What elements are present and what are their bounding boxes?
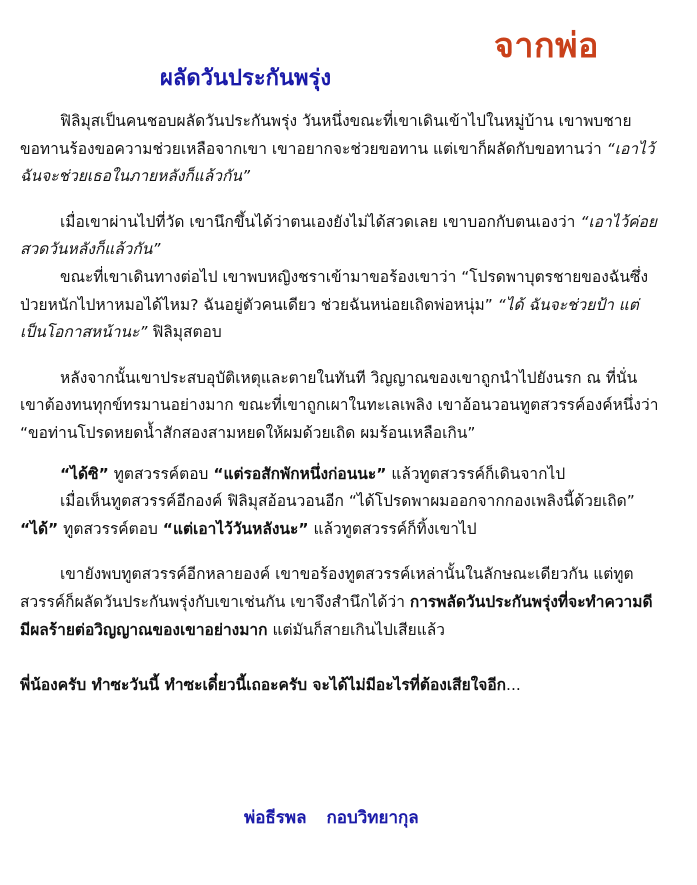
paragraph-5-bold-1: “ได้ซิ” [60, 464, 109, 483]
paragraph-3-quote: “ได้ ฉันจะช่วยป้า แต่เป็นโอกาสหน้านะ” [20, 295, 639, 342]
paragraph-7 [20, 516, 660, 544]
author-signature: พ่อธีรพล กอบวิทยากุล [244, 808, 419, 828]
paragraph-6-text: เมื่อเห็นทูตสวรรค์อีกองค์ ฟิลิมุสอ้อนวอนอีก “ได้โปรดพาผมออกจากกองเพลิงนี้ด้วยเถิด” [60, 492, 635, 511]
paragraph-1-text: ฟิลิมุสเป็นคนชอบผลัดวันประกันพรุ่ง วันหนึ่งขณะที่เขาเดินเข้าไปในหมู่บ้าน เขาพบชายขอทานร้องขอความช่วยเหลือจากเขา เขาอยากจะช่วยขอทาน แต่เขาก็ผลัดกับขอทานว่า [20, 112, 632, 158]
paragraph-7-bold-1: “ได้” [20, 519, 59, 538]
story-title: ผลัดวันประกันพรุ่ง [160, 66, 332, 91]
paragraph-4 [20, 365, 660, 448]
paragraph-5-bold-2: “แต่รอสักพักหนึ่งก่อนนะ” [213, 464, 387, 483]
paragraph-8-bold: การพลัดวันประกันพรุ่งที่จะทำความดี มีผลร้ายต่อวิญญาณของเขาอย่างมาก [20, 592, 653, 639]
paragraph-3-tail: ฟิลิมุสตอบ [147, 323, 222, 342]
paragraph-2-text: เมื่อเขาผ่านไปที่วัด เขานึกขึ้นได้ว่าตนเองยังไม่ได้สวดเลย เขาบอกกับตนเองว่า [60, 212, 581, 231]
paragraph-3-text: ขณะที่เขาเดินทางต่อไป เขาพบหญิงชราเข้ามาขอร้องเขาว่า “โปรดพาบุตรชายของฉันซึ่งป่วยหนักไปหาหมอได้ไหม? ฉันอยู่ตัวคนเดียว ช่วยฉันหน่อยเถิดพ่อหนุ่ม” [20, 267, 649, 314]
paragraph-2-quote: “เอาไว้ค่อยสวดวันหลังก็แล้วกัน” [20, 212, 657, 259]
paragraph-4-text: หลังจากนั้นเขาประสบอุบัติเหตุและตายในทันที วิญญาณของเขาถูกนำไปยังนรก ณ ที่นั่นเขาต้องทนทุกข์ทรมานอย่างมาก ขณะที่เขาถูกเผาในทะเลเพลิง เขาอ้อนวอนทูตสวรรค์องค์หนึ่งว่า “ขอท่านโปรดหยดน้ำสักสองสามหยดให้ผมด้วยเถิด ผมร้อนเหลือเกิน” [20, 368, 659, 442]
paragraph-8 [20, 561, 660, 644]
paragraph-7-text-1: ทูตสวรรค์ตอบ [58, 519, 163, 538]
closing-tail: ... [506, 676, 521, 695]
paragraph-6 [20, 488, 660, 516]
paragraph-2 [20, 209, 660, 264]
paragraph-5-text-2: แล้วทูตสวรรค์ก็เดินจากไป [386, 464, 566, 483]
closing-paragraph [20, 672, 660, 700]
paragraph-7-bold-2: “แต่เอาไว้วันหลังนะ” [162, 519, 309, 538]
paragraph-1 [20, 108, 660, 191]
paragraph-7-text-2: แล้วทูตสวรรค์ก็ทิ้งเขาไป [308, 519, 477, 538]
paragraph-3 [20, 264, 660, 347]
story-body [20, 108, 660, 700]
paragraph-5-text-1: ทูตสวรรค์ตอบ [108, 464, 214, 483]
paragraph-5 [20, 461, 660, 489]
paragraph-1-quote: “เอาไว้ฉันจะช่วยเธอในภายหลังก็แล้วกัน” [20, 139, 655, 186]
brand-heading: จากพ่อ [494, 26, 599, 66]
closing-bold: พี่น้องครับ ทำซะวันนี้ ทำซะเดี๋ยวนี้เถอะครับ จะได้ไม่มีอะไรที่ต้องเสียใจอีก [20, 676, 507, 695]
paragraph-8-tail: แต่มันก็สายเกินไปเสียแล้ว [267, 620, 445, 639]
paragraph-8-text: เขายังพบทูตสวรรค์อีกหลายองค์ เขาขอร้องทูตสวรรค์เหล่านั้นในลักษณะเดียวกัน แต่ทูตสวรรค์ก็ผลัดวันประกันพรุ่งกับเขาเช่นกัน เขาจึงสำนึกได้ว่า [20, 565, 634, 611]
